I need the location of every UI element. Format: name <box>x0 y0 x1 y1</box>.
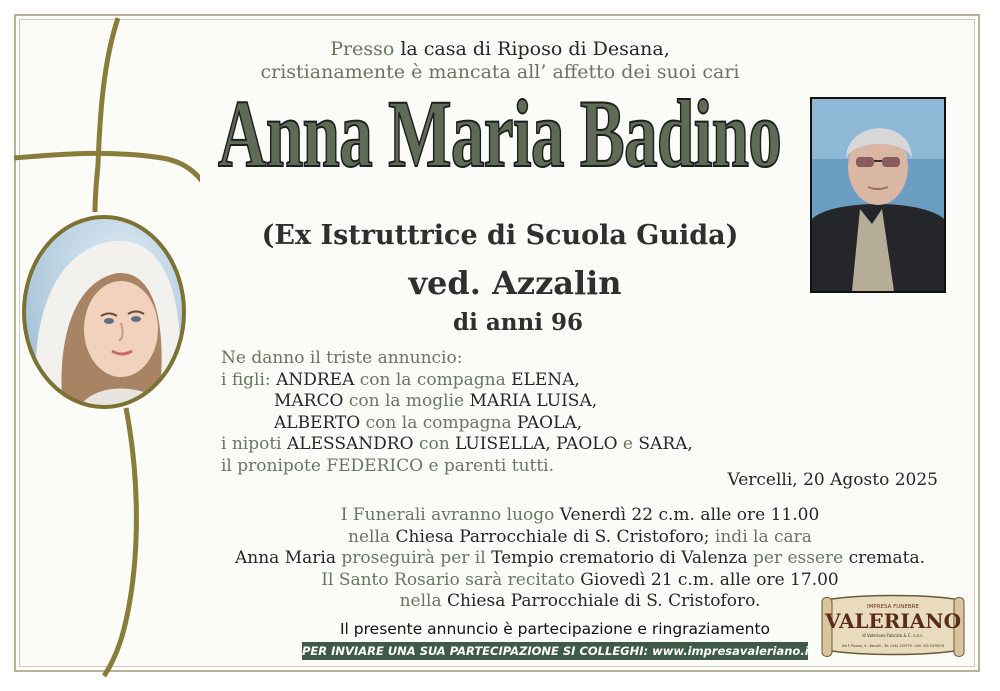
footer-participation-bar[interactable]: PER INVIARE UNA SUA PARTECIPAZIONE SI COLLEGHI: www.impresavaleriano.it <box>302 644 815 658</box>
widow-of: ved. Azzalin <box>408 264 622 302</box>
madonna-portrait <box>18 211 190 413</box>
child-name: ANDREA <box>276 369 355 390</box>
funeral-line <box>230 548 930 570</box>
funeral-emph: Anna Maria <box>235 548 336 568</box>
mourners-list <box>221 348 693 477</box>
intro-line-1 <box>0 38 1000 60</box>
grandchild-and: e <box>622 434 633 454</box>
logo-address-text: Via F. Piccolo, 9 - Vercelli - Tel. 0161 250779 - Cell. 335 5475079 <box>841 644 945 648</box>
funeral-line <box>230 527 930 549</box>
child-name: MARCO <box>274 391 344 411</box>
child-partner: MARIA LUISA, <box>469 391 598 411</box>
funeral-emph: Giovedì 21 c.m. alle ore 17.00 <box>580 569 839 590</box>
logo-top-text: IMPRESA FUNEBRE <box>867 604 919 610</box>
deceased-role: (Ex Istruttrice di Scuola Guida) <box>261 220 739 251</box>
child-row <box>221 413 693 435</box>
funeral-text: Il Santo Rosario sarà recitato <box>321 569 575 590</box>
mourners-intro: Ne danno il triste annuncio: <box>221 348 463 368</box>
child-relation: con la compagna <box>359 369 506 390</box>
funeral-emph: Tempio crematorio di Valenza <box>491 548 748 568</box>
great-grandchild-prefix: il pronipote <box>221 455 321 476</box>
funeral-emph: Chiesa Parrocchiale di S. Cristoforo. <box>447 591 761 611</box>
logo-name-text: VALERIANO <box>825 609 961 633</box>
funeral-text: nella <box>348 526 391 547</box>
child-row <box>221 391 693 413</box>
logo-sub-text: di Valeriano Fabrizio & C. s.n.c. <box>862 633 924 638</box>
grandchild-others: LUISELLA, PAOLO <box>455 434 618 454</box>
funeral-line <box>230 570 930 592</box>
valeriano-logo <box>818 592 968 664</box>
funeral-emph: cremata. <box>848 548 925 568</box>
grandchild-name: ALESSANDRO <box>287 434 414 454</box>
great-grandchild-rest: e parenti tutti. <box>428 455 555 476</box>
child-partner: PAOLA, <box>517 412 583 433</box>
grandchild-last: SARA, <box>638 434 693 454</box>
child-partner: ELENA, <box>511 369 580 390</box>
child-relation: con la moglie <box>348 391 465 411</box>
funeral-emph: Venerdì 22 c.m. alle ore 11.00 <box>559 505 820 525</box>
intro-line-2: cristianamente è mancata all’ affetto dei suoi cari <box>260 61 740 83</box>
great-grandchild-row <box>221 456 693 478</box>
great-grandchild-name: FEDERICO <box>326 455 424 476</box>
grandchild-with: con <box>418 434 450 454</box>
funeral-line <box>230 505 930 527</box>
funeral-text: I Funerali avranno luogo <box>340 505 555 525</box>
deceased-photo <box>810 97 946 293</box>
grandchildren-row <box>221 434 693 456</box>
deceased-name: Anna Maria Badino <box>218 80 782 187</box>
funeral-text: proseguirà per il <box>341 548 486 568</box>
child-name: ALBERTO <box>274 412 361 433</box>
children-prefix: i figli: <box>221 369 271 390</box>
funeral-text: indi la cara <box>714 526 812 547</box>
grandchildren-prefix: i nipoti <box>221 434 282 454</box>
intro-line-1a: Presso <box>330 38 395 60</box>
child-row <box>221 370 693 392</box>
funeral-text: nella <box>399 591 442 611</box>
announcement-date: Vercelli, 20 Agosto 2025 <box>727 470 938 490</box>
child-relation: con la compagna <box>365 412 512 433</box>
funeral-text: per essere <box>753 548 844 568</box>
footer-note: Il presente annuncio è partecipazione e ringraziamento <box>339 620 771 638</box>
intro-line-1b: la casa di Riposo di Desana, <box>400 38 670 60</box>
age: di anni 96 <box>453 309 583 336</box>
funeral-emph: Chiesa Parrocchiale di S. Cristoforo; <box>395 526 710 547</box>
